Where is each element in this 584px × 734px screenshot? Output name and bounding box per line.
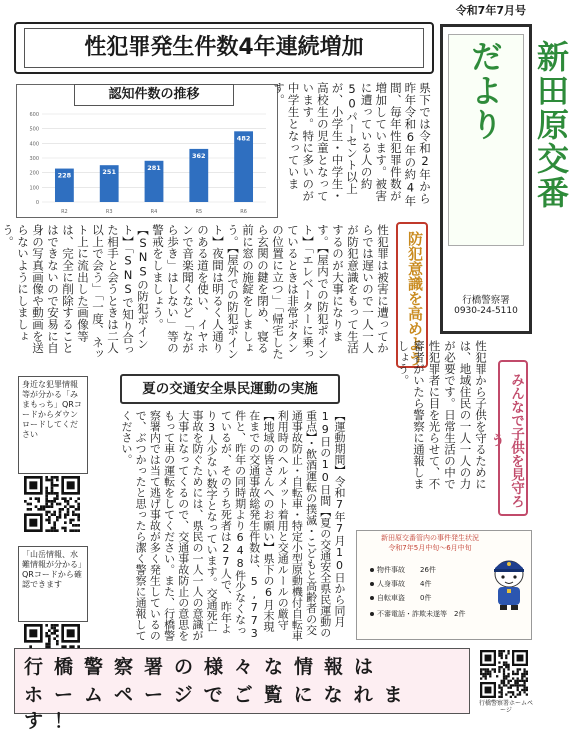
y-tick-label: 100 — [29, 185, 39, 192]
data-label: 281 — [147, 163, 161, 172]
y-tick-label: 0 — [35, 200, 39, 206]
y-tick-label: 400 — [29, 141, 39, 148]
station-phone: 0930-24-5110 — [454, 306, 518, 316]
data-label: 251 — [102, 168, 116, 177]
bar-chart — [22, 108, 274, 216]
campaign-title: 夏の交通安全県民運動の実施 — [142, 381, 318, 397]
y-tick-label: 600 — [29, 112, 39, 118]
y-tick-label: 200 — [29, 170, 39, 177]
data-label: 228 — [57, 171, 72, 180]
x-tick-label: R4 — [150, 209, 158, 215]
stats-title: 新田原交番管内の事件発生状況 — [381, 534, 479, 542]
stats-period: 令和7年5月中旬〜6月中旬 — [388, 544, 472, 552]
stat-row: 人身事故 4件 — [370, 580, 490, 589]
article-crime-trend: 県下では令和2年から昨年令和6年の約4年間、毎年性犯罪件数が増加しています。被害に遭っている人の約50パーセント以上が、小学生・中学生・高校生の児童となっています。特に多いのが中学生となっています。 — [272, 82, 432, 207]
campaign-body: 【運動期間】令和7年7月10日から同月19日の10日間【夏の交通安全県民運動の重点】・飲酒運転の撲滅・こどもと高齢者の交通事故防止・自転車・特定小型原動機付自転車利用時のヘルメット着用と交通ルールの厳守【地域の皆さんへのお願い】県下の6月末現在までの交通事故総発生件数は、5,773件と、昨年の同時期より648件少なくなっているが、そのうち死者は27人で、昨年より3人少ない数字となっています。交通死亡事故を防ぐためには、県民の一人一人の意識が大事になってくるので、交通事故防止の意思をもって車の運転をしてください。また、行橋警察署内では当て逃げ事故が多く発生しているので、ぶつかったと思ったら潔く警察に通報してください。 — [119, 410, 346, 641]
issue-date: 令和7年7月号 — [455, 4, 526, 17]
sidebar-box-crime-info: 身近な犯罪情報等が分かる「みまもっち」QRコードからダウンロードしてください — [18, 376, 88, 474]
qr-code-mimamocchi[interactable] — [24, 476, 80, 532]
stat-row: 自転車盗 0件 — [370, 594, 490, 603]
footer-line-2: ホームページでご覧になれます！ — [24, 684, 414, 732]
x-tick-label: R3 — [105, 209, 113, 215]
y-tick-label: 500 — [29, 126, 39, 133]
article-prevention: 性犯罪は被害に遭ってからでは遅いので一人一人が防犯意識をもって生活するのが大事になります。【屋内での防犯ポイント】「エレベーターに乗っているときは非常ボタンの位置に立つ」「帰宅したら玄関の鍵を閉め、寝る前に窓の施錠をしましょう。【屋外での防犯ポイント】夜間は明るく人通りのある道を使い、イヤホンで音楽聞くなど「ながら歩き」はしない」等の警戒をしましょう。【SNSの防犯ポイント】「SNSで知り合った相手と会うときは二人以上で会う」「一度、ネット上に流出した画像等は、完全に削除することはできないので安易に自身の写真画像や動画を送らないようにしましょう。 — [1, 224, 390, 360]
article-community: 性犯罪から子供を守るためには、地域住民の一人一人の力が必要です。日常生活の中で性犯罪者に目を光らせて、不審者がいたら警察に通報しましょう。 — [396, 340, 488, 490]
x-tick-label: R6 — [240, 209, 247, 215]
data-label: 362 — [192, 151, 206, 160]
qr-code-homepage[interactable] — [480, 650, 528, 698]
sidebar-box-mountain-info: 「山岳情報、水難情報が分かる」QRコードから確認できます — [18, 546, 88, 622]
prevention-label: 防犯意識を高めよう — [396, 222, 428, 368]
newsletter-title: 新田原交番だより — [466, 40, 570, 210]
footer-line-1: 行橋警察署の様々な情報は — [24, 656, 385, 678]
community-label: みんなで子供を見守ろう — [498, 360, 528, 516]
x-tick-label: R2 — [61, 209, 68, 215]
y-tick-label: 300 — [29, 156, 39, 162]
police-mascot-icon — [490, 556, 528, 610]
chart-title: 認知件数の推移 — [74, 84, 234, 106]
x-tick-label: R5 — [195, 209, 203, 215]
station-name: 行橋警察署 — [462, 295, 510, 306]
stat-row: 不審電話・詐欺未遂等 2件 — [370, 610, 490, 619]
stat-row: 物件事故 26件 — [370, 566, 490, 575]
data-label: 482 — [236, 134, 251, 143]
headline: 性犯罪発生件数4年連続増加 — [24, 28, 424, 68]
qr-homepage-caption: 行橋警察署ホームページ — [478, 700, 533, 714]
